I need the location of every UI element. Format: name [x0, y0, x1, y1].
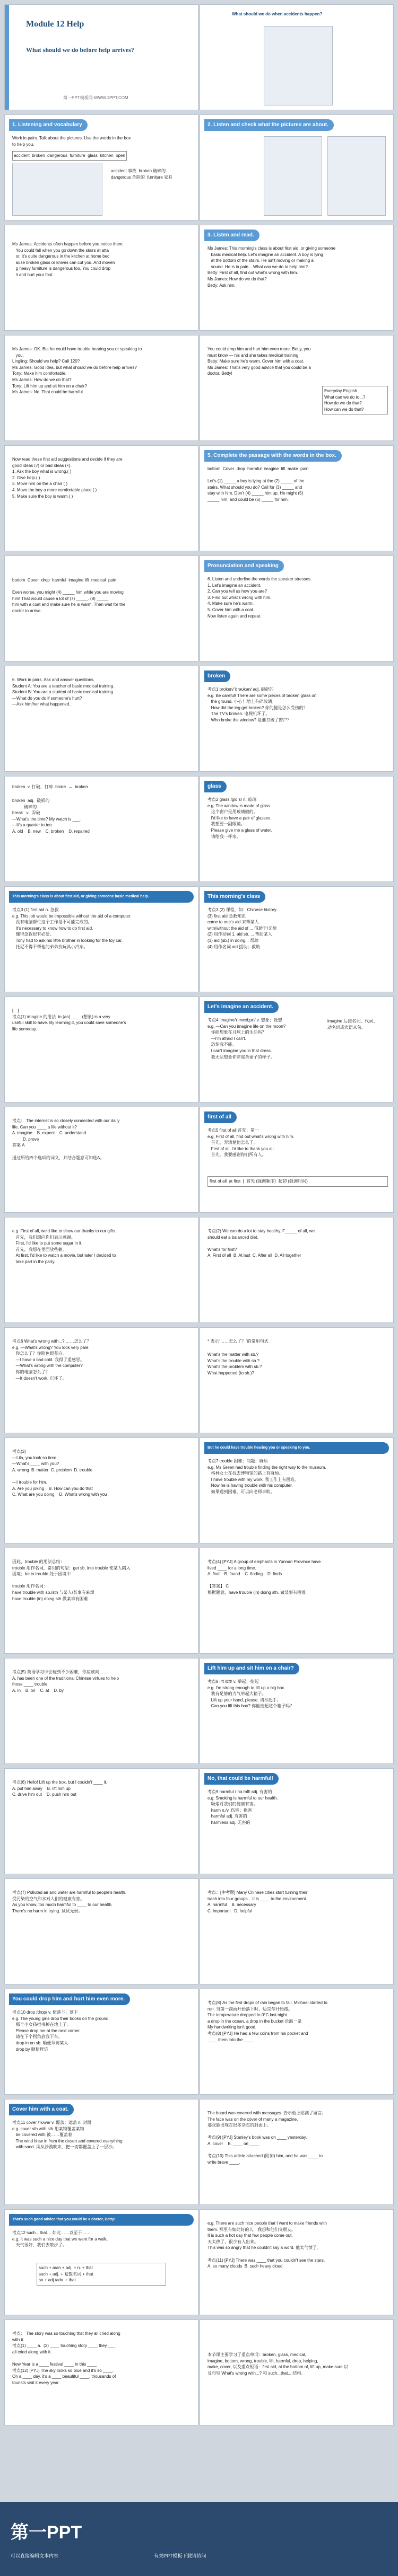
slide-harmful-practice [200, 1878, 394, 1984]
slide-text: What's the matter with sb.? What's the trouble with sb.? What's the problem with sb.? What happened (to sb.)? [207, 1352, 262, 1375]
slide-heading: Pronunciation and speaking [204, 560, 284, 572]
slide-exercise-5b [4, 555, 198, 661]
slide-cover [4, 2099, 198, 2205]
usage-note: imagine 后接名词、代词、 动名词或宾语从句。 [327, 1019, 378, 1030]
slide-text: 考点：[中考题] Many Chinese cities start turning their trash into four groups... It is ____ to the environment. A. harmful B. necessary C. important D. helpful [207, 1890, 308, 1913]
slide-text: bottom Cover drop harmful imagine lift medical pain Even worse, you might (4) _____ him while you are moving him! That would cause a lot of (7) _____. (8) _____ him with a coat and make sure he is warm. Then wait for the doctor to arrive. [12, 578, 126, 613]
slide-dialogue-1 [4, 225, 198, 331]
slide-heading: Let's imagine an accident. [204, 1001, 279, 1013]
slide-heading: That's such good advice that you could be a doctor, Betty! [9, 2214, 194, 2226]
slide-text: 因此，trouble 的用法总结： trouble 用作名词，常用的句型：get sb. into trouble 使某人陷入 困境；be in trouble 处于困境中 trouble 用作名词： have trouble with sb./sth 与某人/某事有麻烦 have trouble (in) doing sth 做某事有困难 [12, 1559, 131, 1601]
slide-broken [200, 666, 394, 772]
slide-trouble [200, 1437, 394, 1543]
slide-text: 考点3 (2) 课程，如：Chinese history. (3) first aid 急救知识 come to one's aid 来帮某人 with/without the aid of ... 借助于/无须 (2) 用作动词 1. aid sb. ... 帮助某人 (3) aid (sb.) in doing... 帮助 (4) 用作名词 aid 援助；救助 [207, 907, 278, 949]
slide-text: Ms James: This morning's class is about first aid, or giving someone basic medical help. Let's imagine an accident. A boy is lying at the bottom of the stairs. He isn't moving or making a sound. He is in pain... What can we do to help him? Betty: First of all, find out what's wrong with him. Ms James: How do we do that? Betty: Ask him. [207, 246, 336, 288]
slide-text: The board was covered with messages. 告示板上贴满了留言。 The face was on the cover of many a magazine. 那张脸出现在很多杂志的封面上。 考点(9) [PYJ] Stanley's book was on ____ yesterday. A. cover B. ____ on ____ 考点(10) This article attached (附加) him, and he was ____ to write brave ____. [207, 2111, 326, 2165]
slide-glass [200, 776, 394, 882]
slide-text: 本节课主要学习了重点单词：broken, glass, medical, imagine, bottom, wrong, trouble, lift, harmful, drop, helping, make, cover, 以及重点短语：first aid, at the bottom of, lift up, make sure 以 及句型 What's wrong with...? 和 such...that... 结构。 [207, 2352, 348, 2376]
slide-dialogue-4 [200, 335, 394, 441]
slide-heading: 2. Listen and check what the pictures are about. [204, 119, 334, 131]
slide-text: 考点12 such…that… 如此……以至于…… e.g. It was such a nice day that we went for a walk. 天气很好，我们去散步了。 [12, 2230, 108, 2248]
picture-a [264, 136, 322, 216]
slide-exercise-5 [200, 445, 394, 551]
slide-lift [200, 1658, 394, 1764]
slide-text: broken adj. 破损的 破碎的 break v. 弄破 —What's the time? My watch is ___. —It's a quarter to ten. A. old B. new C. broken D. repaired [12, 798, 90, 834]
slide-text: Ms James: Accidents often happen before you notice them. You could fall when you go down the stairs at atta or. It's quite dangerous in the kitchen at home bec ause broken glass or knives can cut you. And moven g heavy furniture is dangerous too. You could drop it and hurt your foot. [12, 242, 124, 277]
comparison-box: first of all at first | 首先 (强调顺序) 起初 (强调时间) [207, 1176, 388, 1187]
slide-pronunciation [200, 555, 394, 661]
everyday-english-box: Everyday English What can we do to...? How do we do that? How can we do that? [322, 386, 388, 414]
slide-heading: No, that could be harmful! [204, 1773, 279, 1785]
slide-dialogue-3 [4, 335, 198, 441]
slide-text: What should we do when accidents happen? [232, 12, 323, 16]
slide-text: 考点(2) We can do a lot to stay healthy. F_____ of all, we should eat a balanced diet. What's for first? A. First of all B. At last C. After all D. All together [207, 1229, 315, 1258]
slide-listen-check [200, 114, 394, 220]
slide-text: 6. Work in pairs. Ask and answer questions. Student A: You are a teacher of basic medical training. Student B: You are a student of basic medical training. —What do you do if someone's hurt? —Ask him/her what happened... [12, 677, 115, 707]
slide-text: 考点(7) Polluted air and water are harmful to people's health. 受污染的空气和水对人们的健康有害。 As you know, too much harmful to ____ to our health. There's no harm in trying. 试试无妨。 [12, 1890, 126, 1913]
slide-heading: Cover him with a coat. [9, 2104, 74, 2115]
slide-drop-practice [200, 1989, 394, 2095]
slide-first-of-all [200, 1107, 394, 1213]
slide-such-that [4, 2209, 198, 2315]
slide-such-that-examples [200, 2209, 394, 2315]
scene-picture [12, 163, 102, 216]
site-name: 第一PPT模板网-WWW.1PPT.COM [63, 95, 128, 100]
slide-heading: 3. Listen and read. [204, 230, 259, 241]
slide-question [200, 4, 394, 110]
slide-text: 考点11 cover /ˈkʌvə/ v. 覆盖；遮盖 n. 封面 e.g. cover sth with sth 用某物覆盖某物 be covered with 被……覆盖着 The wind blew in from the desert and covered everything with sand. 风从沙漠吹来，把一切都覆盖上了一层沙。 [12, 2120, 123, 2150]
slide-text: 考点6 What's wrong with...? ……怎么了？ e.g. —What's wrong? You look very pale. 你怎么了？你脸色很苍白。 —I have a bad cold. 我得了重感冒。 —What's wrong with the computer? 你的电脑怎么了？ —It doesn't work. 它坏了。 [12, 1339, 91, 1381]
slide-text: 考点： The internet is so closely connected with our daily life. Can you ____ a life without it? A. imagine B. expect C. understand D. prove 答案 A 通过所给四个选项的词义，并结合题意可知选A。 [12, 1118, 120, 1160]
slide-title [4, 4, 198, 110]
picture-b [327, 136, 386, 216]
footer-right-text: 有关PPT模板下载请访问 [154, 2553, 206, 2559]
slide-heading: You could drop him and hurt him even more. [9, 1993, 130, 2005]
slide-text: 考点8 lift /lɪft/ v. 举起；抬起 e.g. I'm strong enough to lift up a big box. 我有足够的力气举起大箱子。 Lift up your hand, please. 请举起手。 Can you lift this box? 你能抬起这个箱子吗？ [207, 1679, 295, 1709]
footer-banner [0, 2502, 398, 2576]
slide-text: 考点3 (1) first aid n. 急救 e.g. This job would be impossible without the aid of a computer. 没有电脑帮忙这个工作是不可能完成的。 It's necessary to know how to do first aid. 懂得急救很有必要。 Tony had to ask his little brother in looking for the toy car. 托尼不得不帮他的弟弟找玩具小汽车。 [12, 907, 132, 949]
slide-whats-wrong [4, 1327, 198, 1433]
slide-heading: broken [204, 671, 230, 682]
slide-text: 考点10 drop /drɒp/ v. 使落下；落下 e.g. The young girls drop their books on the ground. 那个小女孩把书掉在地上了。 Please drop me at the next corner. 请在下个拐角放我下车。 drop in on sb. 顺便拜访某人 drop by 顺便拜访 [12, 2010, 110, 2052]
slide-first-aid [4, 886, 198, 992]
slide-text: 考点(6) Hello! Lift up the box, but I couldn't ____ it. A. put him away B. lift him up C. drive him out D. push him out [12, 1780, 107, 1797]
footer-left-text: 可以直接编辑文本内容 [11, 2553, 59, 2559]
slide-text: 考点9 harmful /ˈhɑːmfl/ adj. 有害的 e.g. Smoking is harmful to our health. 吸烟对我们的健康有害。 harm n./v. 伤害；损害 harmful adj. 有害的 harmless adj. 无害的 [207, 1789, 278, 1825]
slide-whats-wrong-patterns [200, 1327, 394, 1433]
highlight-note: * 表示“……怎么了？”的常用句式 [207, 1339, 269, 1344]
brand-logo: 第一PPT [11, 2522, 82, 2543]
slide-text: 考点7 trouble 困难；问题；麻烦 e.g. Ms Green had trouble finding the right way to the museum. 格林女士在找去博物馆的路上有麻烦。 I have trouble with my work. 我工作上有困难。 Now he is having trouble with his computer. 如果遇到困难，可以向老师求助。 [207, 1459, 326, 1494]
slide-heading: This morning's class is about first aid, or giving someone basic medical help. [9, 891, 194, 903]
slide-harmful [200, 1768, 394, 1874]
vocab-note: accident 事故 broken 破碎的 dangerous 危险的 furniture 家具 [111, 169, 173, 180]
slide-imagine-practice [4, 1107, 198, 1213]
slide-broken-practice [4, 776, 198, 882]
slide-imagine [200, 996, 394, 1102]
lesson-title: Module 12 Help [26, 20, 84, 29]
slide-text: e.g. First of all, we'd like to show our thanks to our gifts. 首先，我们想向你们表示感谢。 First, I'd like to put some sugar in it. 首先，我想在里面放些糖。 At first, I'd like to watch a movie, but later I decided to take part in the party. [12, 1229, 117, 1264]
slide-text: 6. Listen and underline the words the speaker stresses. 1. Let's imagine an accident. 2. Can you tell us how you are? 3. Find out what's wrong with him. 4. Make sure he's warm. 5. Cover him with a coat. Now listen again and repeat. [207, 577, 312, 619]
slide-text: 考点4 imagine/ɪˈmædʒɪn/ v. 想象；设想 e.g. —Can you imagine life on the moon? 你能想象在月球上的生活吗？ —I'm afraid I can't. 恐怕我不能。 I can't imagine you in that dress. 我无法想象你穿那条裙子的样子。 [207, 1018, 286, 1060]
accident-illustration [264, 26, 333, 105]
slide-text: Work in pairs. Talk about the pictures. Use the words in the box to help you. [12, 136, 131, 147]
slide-first-of-all-practice [200, 1217, 394, 1323]
slide-whats-wrong-practice [4, 1437, 198, 1543]
slide-aid-usage [200, 886, 394, 992]
slide-text: 考点(8) As the first drops of rain began to fall, Michael started to run. 当第一滴雨开始落下时，迈克尔开始跑。 The temperature dropped to 0°C last night. a drop in the ocean, a drop in the bucket 沧海一粟 My handwriting isn't good. 考点(8) [PYJ] He had a few coins from his pocket and ____ them into the ____. [207, 2000, 327, 2042]
slide-pairwork [4, 666, 198, 772]
lesson-subtitle: What should we do before help arrives? [26, 46, 134, 54]
slide-text: You could drop him and hurt him even more. Betty, you must know — his and she takes medical training. Betty: Make sure he's warm. Cover him with a coat. Ms James: That's very good advice that you could be a doctor, Betty! [207, 347, 311, 376]
slide-trouble-practice [200, 1548, 394, 1654]
slide-first-of-all-examples [4, 1217, 198, 1323]
slide-text: 考点： The story was so touching that they all cried along with it. 考点(1) ____ a. (2) ____ touching story ____ they ___ all cried along with it. New Year is a ____ festival ____ in this ____ 考点(12) [PYJ] The sky looks so blue and it's so ____. On a ____ day, it's a ____ beautiful ____. thousands of tourists visit it every year. [12, 2331, 120, 2385]
slide-heading: glass [204, 781, 227, 792]
slide-cover-practice [200, 2099, 394, 2205]
slide-heading: But he could have trouble hearing you or speaking to you. [204, 1442, 389, 1454]
slide-drop [4, 1989, 198, 2095]
slide-text: 考点5 first of all 首先；第一 e.g. First of all, find out what's wrong with him. 首先，弄清楚他怎么了。 First of all, I'd like to thank you all. 首先，我要感谢你们所有人。 [207, 1128, 295, 1158]
slide-text: 考点2 glass /ɡlɑːs/ n. 玻璃 e.g. The window is made of glass. 这个窗户是用玻璃做的。 I'd like to have a pair of glasses. 我想要一副眼镜。 Please give me a glass of water. 请给我一杯水。 [207, 797, 272, 839]
slide-dialogue-2 [200, 225, 394, 331]
slide-aid-practice [4, 996, 198, 1102]
slide-accent-bar [5, 5, 9, 110]
slide-text: Ms James: OK. But he could have trouble hearing you or speaking to you. Lingling: Should we help? Call 120? Ms James: Good idea, but what should we do before help arrives? Tony: Make him comfortable. Ms James: How do we do that? Tony: Lift him up and sit him on a chair? Ms James: No. That could be harmful. [12, 347, 142, 395]
slide-heading: 1. Listening and vocabulary [9, 119, 88, 131]
slide-text: Now read these first aid suggestions and decide if they are good ideas (√) or bad ideas (×). 1. Ask the boy what is wrong.( ) 2. Give help.( ) 3. Move him on the a chair ( ) 4. Move the boy a more comfortable place.( ) 5. Make sure the boy is warm.( ) [12, 457, 123, 499]
slide-text: e.g. There are such nice people that I want to make friends with them. 那里有如此好的人，我想和他们交朋友。 It is such a hot day that few people come out. 天太热了，很少有人出来。 This was so angry that he couldn't say a word. 他太气愤了。 考点(11) [PYJ] There was ____ that you couldn't see the stars. A. so many clouds B. such heavy cloud [207, 2221, 327, 2269]
slide-trouble-practice-2 [4, 1658, 198, 1764]
slide-such-that-practice [4, 2319, 198, 2425]
highlight-note: broken v. 打破，打碎 broke → broken [12, 784, 88, 789]
slide-harmful-examples [4, 1878, 198, 1984]
slide-summary [200, 2319, 394, 2425]
word-box: accident broken dangerous furniture glass kitchen open [12, 151, 127, 161]
slide-text: 考点(4) [PYJ] A group of elephants in Yunnan Province have lived ____ for a long time. A. find B. found C. finding D. finds 【答案】 C 根据题意，have trouble (in) doing sth. 做某事有困难 [207, 1559, 321, 1595]
slide-heading: first of all [204, 1111, 237, 1123]
slide-exercise-4 [4, 445, 198, 551]
slide-text: bottom Cover drop harmful imagine lift make pain Let's (1) _____ a boy is lying at the (2) _____ of the stairs. What should you do? Call for (3) _____ and stay with him. Don't (4) _____ him up. He might (5) _____ him, and could be (6) _____ for him. [207, 466, 309, 502]
slide-heading: This morning's class [204, 891, 265, 903]
slide-heading: Lift him up and sit him on a chair? [204, 1663, 299, 1674]
slide-listening [4, 114, 198, 220]
slide-text: [一] 考点(1) imagine 的用法 in (an) ____ (想象) is a very useful skill to have. By learning it, you could save someone's life someday. [12, 1008, 126, 1031]
slide-lift-practice [4, 1768, 198, 1874]
slide-trouble-summary [4, 1548, 198, 1654]
pattern-table: such + a/an + adj. + n. + that such + adj. + 复数名词 + that so + adj./adv. + that [37, 2263, 166, 2286]
slide-text: 考点1 broken/ˈbrəʊkən/ adj. 破碎的 e.g. Be careful! There are some pieces of broken glass on the ground. 小心！地上有碎玻璃。 How did the leg get broken? 你的腿是怎么受伤的？ The TV's broken. 电视机坏了。 Who broke the window? 是谁打破了窗户？ [207, 687, 317, 722]
slide-heading: 5. Complete the passage with the words in the box. [204, 450, 342, 462]
slide-text: 考点(3) —Lila, you look so tired. —What's ____ with you? A. wrong B. matter C. problem D. trouble —I trouble for him. A. Are you joking B. How can you do that C. What are you doing D. What's wrong with you [12, 1449, 107, 1497]
slide-text: 考点(5) 英语学习中会碰到不少困难，你应该向…… A. has been one of the traditional Chinese virtues to help those ____ trouble. A. in B. on C. at D. by [12, 1670, 119, 1693]
